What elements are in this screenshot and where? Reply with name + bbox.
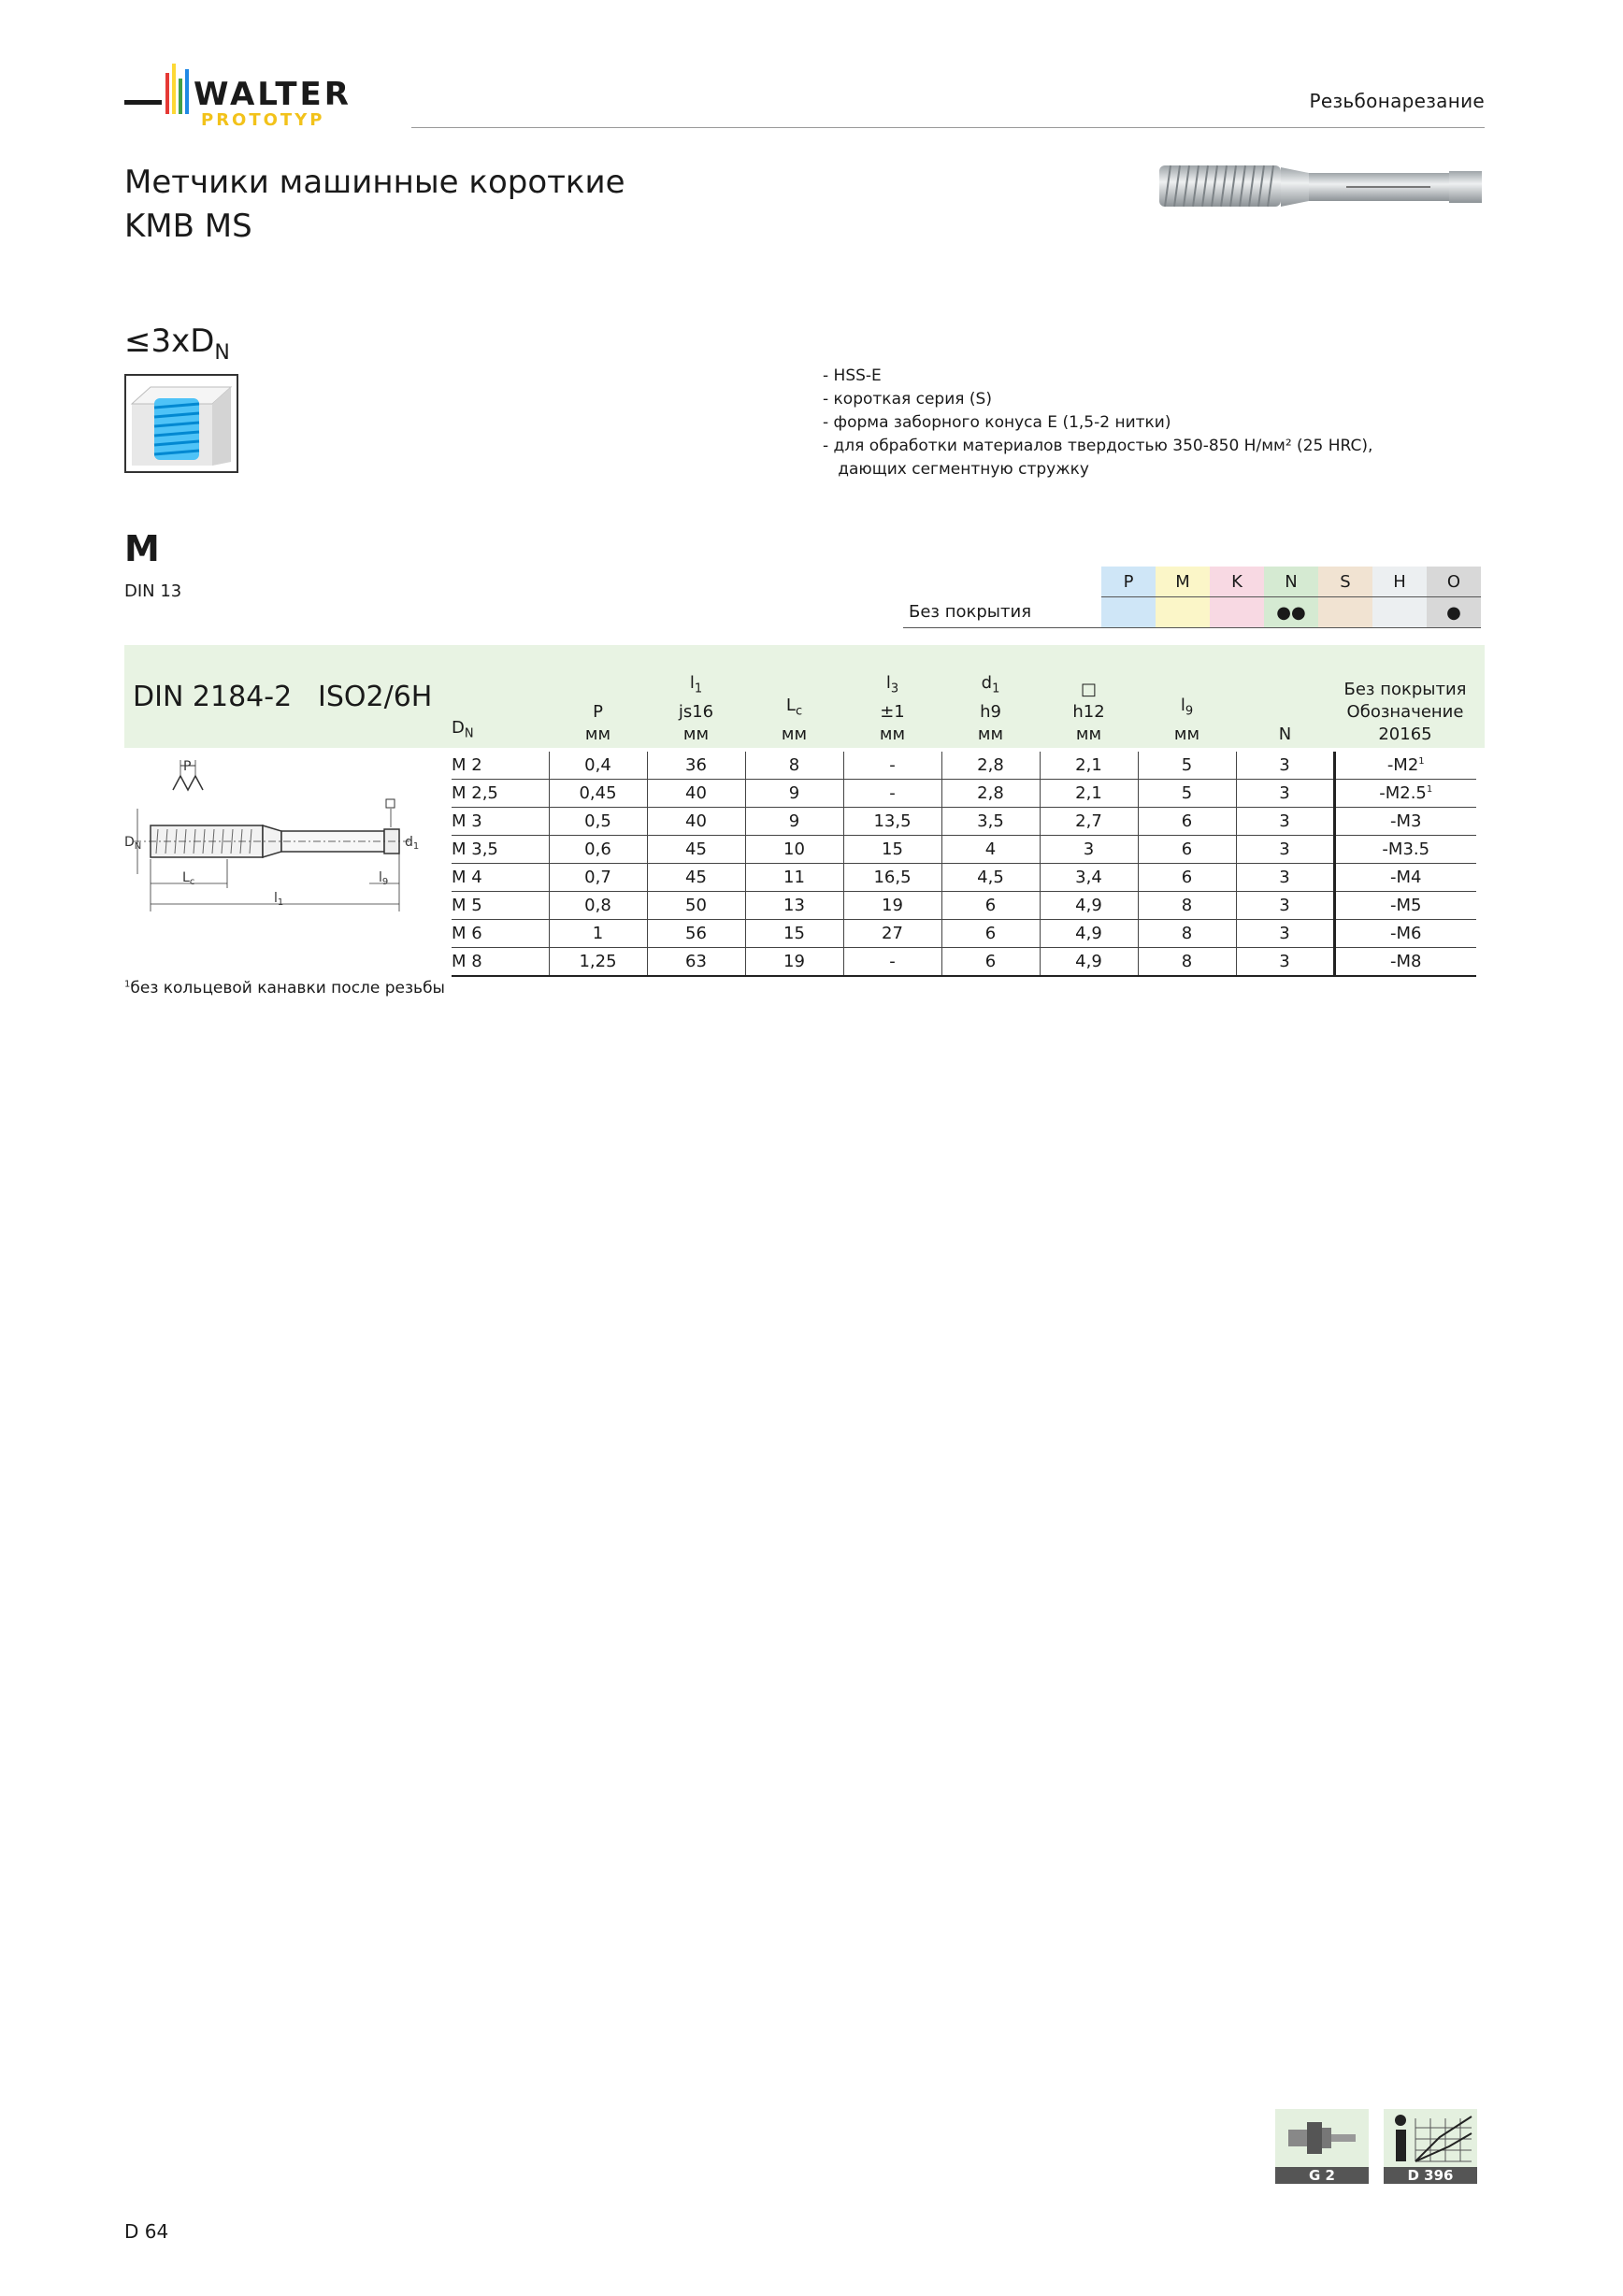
cell-code: -M3.5: [1334, 836, 1476, 864]
table-row: [452, 864, 1476, 892]
cell-sq: 3,4: [1040, 864, 1138, 892]
cell-sq: 4,9: [1040, 948, 1138, 977]
cell-l3: 19: [843, 892, 941, 920]
dimension-table: [452, 654, 1476, 977]
material-group-h: H: [1372, 567, 1427, 597]
material-mark-p: [1101, 597, 1156, 628]
cell-l9: 8: [1138, 892, 1236, 920]
info-chart-icon: [1384, 2109, 1477, 2167]
cell-p: 0,8: [549, 892, 647, 920]
product-title-line1: Метчики машинные короткие: [124, 164, 625, 201]
walter-prototyp-logo: [124, 58, 405, 133]
cell-l3: 16,5: [843, 864, 941, 892]
cell-lc: 8: [745, 752, 843, 780]
cell-code: -M4: [1334, 864, 1476, 892]
cell-sq: 4,9: [1040, 920, 1138, 948]
cell-l1: 36: [647, 752, 745, 780]
cell-l9: 5: [1138, 752, 1236, 780]
drawing-label-lc: $L_c$: [182, 870, 195, 887]
cell-sq: 2,1: [1040, 780, 1138, 808]
cell-dn: M 8: [452, 948, 549, 977]
cell-lc: 9: [745, 780, 843, 808]
cell-code: -M8: [1334, 948, 1476, 977]
table-row: [452, 892, 1476, 920]
cell-p: 0,4: [549, 752, 647, 780]
cell-l3: 13,5: [843, 808, 941, 836]
material-group-n: N: [1264, 567, 1318, 597]
cell-d1: 4,5: [941, 864, 1040, 892]
cell-l1: 40: [647, 780, 745, 808]
cell-dn: M 3,5: [452, 836, 549, 864]
cell-p: 0,45: [549, 780, 647, 808]
drawing-label-p: P: [183, 759, 192, 774]
cell-code: -M5: [1334, 892, 1476, 920]
cell-code: $-M2^1$: [1334, 752, 1476, 780]
cell-l3: 15: [843, 836, 941, 864]
product-title: [124, 161, 625, 249]
drawing-label-d1: $d_1$: [405, 835, 420, 852]
cell-n: 3: [1236, 752, 1334, 780]
feature-list: [823, 365, 1372, 481]
table-row: [452, 836, 1476, 864]
cell-p: 1,25: [549, 948, 647, 977]
material-group-m: M: [1156, 567, 1210, 597]
page-number: D 64: [124, 2220, 169, 2243]
cell-code: -M6: [1334, 920, 1476, 948]
cell-d1: 2,8: [941, 752, 1040, 780]
table-row: [452, 948, 1476, 977]
header-divider: [411, 127, 1485, 128]
col-l1: $l_1$ js16 мм: [678, 673, 714, 744]
material-mark-o: ●: [1427, 597, 1481, 628]
cell-n: 3: [1236, 836, 1334, 864]
material-group-o: O: [1427, 567, 1481, 597]
cell-dn: M 5: [452, 892, 549, 920]
cell-d1: 6: [941, 892, 1040, 920]
cell-lc: 15: [745, 920, 843, 948]
col-p: P мм: [584, 702, 611, 744]
cell-p: 0,7: [549, 864, 647, 892]
cell-lc: 19: [745, 948, 843, 977]
col-square: □ h12 мм: [1072, 680, 1105, 744]
feature-item: - короткая серия (S): [823, 390, 992, 409]
cell-sq: 4,9: [1040, 892, 1138, 920]
cell-d1: 6: [941, 948, 1040, 977]
tool-holder-icon: [1275, 2109, 1369, 2167]
logo-main-text: WALTER: [194, 76, 352, 113]
col-code: Без покрытия Обозначение 20165: [1343, 680, 1467, 744]
col-d1: $d_1$ h9 мм: [977, 673, 1004, 744]
footnote-mark: 1: [1418, 756, 1425, 767]
cell-lc: 10: [745, 836, 843, 864]
coating-label: Без покрытия: [903, 597, 1101, 628]
drawing-label-dn: $D_N$: [124, 835, 142, 852]
section-title: Резьбонарезание: [1309, 90, 1485, 112]
col-dn: $D_N$: [452, 718, 474, 741]
footnote-mark: 1: [1426, 784, 1433, 795]
cell-l9: 6: [1138, 864, 1236, 892]
tap-tool-photo: [1159, 154, 1482, 220]
cell-l1: 40: [647, 808, 745, 836]
cell-l9: 5: [1138, 780, 1236, 808]
cell-n: 3: [1236, 920, 1334, 948]
material-mark-n: ●●: [1264, 597, 1318, 628]
thread-depth-icon: [124, 374, 238, 473]
cell-n: 3: [1236, 780, 1334, 808]
feature-item: - HSS-E: [823, 366, 882, 385]
table-row: [452, 752, 1476, 780]
cell-code: $-M2.5^1$: [1334, 780, 1476, 808]
table-row: [452, 920, 1476, 948]
cell-l9: 8: [1138, 948, 1236, 977]
cell-code: -M3: [1334, 808, 1476, 836]
cell-sq: 3: [1040, 836, 1138, 864]
cell-n: 3: [1236, 864, 1334, 892]
cell-l9: 6: [1138, 836, 1236, 864]
table-row: [452, 780, 1476, 808]
cell-l1: 56: [647, 920, 745, 948]
col-l3: $l_3$ ±1 мм: [879, 673, 906, 744]
reference-d396[interactable]: [1384, 2109, 1477, 2184]
drawing-label-l9: $l_9$: [379, 870, 389, 887]
material-group-s: S: [1318, 567, 1372, 597]
thread-standard: DIN 13: [124, 581, 182, 601]
cell-l1: 45: [647, 864, 745, 892]
drawing-label-l1: $l_1$: [274, 891, 284, 908]
cell-lc: 9: [745, 808, 843, 836]
material-mark-m: [1156, 597, 1210, 628]
cell-n: 3: [1236, 808, 1334, 836]
cell-d1: 2,8: [941, 780, 1040, 808]
cell-dn: M 6: [452, 920, 549, 948]
cell-sq: 2,7: [1040, 808, 1138, 836]
cell-l1: 50: [647, 892, 745, 920]
table-row: [452, 808, 1476, 836]
cell-lc: 11: [745, 864, 843, 892]
feature-item: дающих сегментную стружку: [823, 460, 1089, 479]
feature-item: - форма заборного конуса E (1,5-2 нитки): [823, 413, 1171, 432]
cell-l3: 27: [843, 920, 941, 948]
material-group-k: K: [1210, 567, 1264, 597]
tap-dimension-drawing: [124, 753, 442, 916]
cell-l1: 63: [647, 948, 745, 977]
cell-d1: 4: [941, 836, 1040, 864]
cell-n: 3: [1236, 948, 1334, 977]
feature-item: - для обработки материалов твердостью 350-850 Н/мм² (25 HRC),: [823, 437, 1373, 455]
cell-l1: 45: [647, 836, 745, 864]
depth-label: $\le 3xD_N$: [124, 323, 230, 365]
col-lc: $L_c$ мм: [781, 696, 808, 744]
cell-l3: -: [843, 752, 941, 780]
footnote: $^1$без кольцевой канавки после резьбы: [124, 979, 445, 997]
product-title-line2: KMB MS: [124, 208, 252, 245]
cell-dn: M 2: [452, 752, 549, 780]
cell-d1: 6: [941, 920, 1040, 948]
cell-dn: M 2,5: [452, 780, 549, 808]
material-group-table: [903, 567, 1481, 628]
tolerance-label: ISO2/6H: [318, 681, 433, 713]
material-mark-h: [1372, 597, 1427, 628]
cell-p: 1: [549, 920, 647, 948]
cell-n: 3: [1236, 892, 1334, 920]
material-mark-k: [1210, 597, 1264, 628]
cell-lc: 13: [745, 892, 843, 920]
reference-g2[interactable]: [1275, 2109, 1369, 2184]
cell-dn: M 4: [452, 864, 549, 892]
thread-type: M: [124, 528, 160, 569]
cell-d1: 3,5: [941, 808, 1040, 836]
cell-l9: 6: [1138, 808, 1236, 836]
reference-label: D 396: [1384, 2167, 1477, 2184]
col-l9: $l_9$ мм: [1173, 696, 1200, 744]
cell-p: 0,5: [549, 808, 647, 836]
cell-l3: -: [843, 948, 941, 977]
norm-label: DIN 2184-2: [133, 681, 293, 713]
cell-l3: -: [843, 780, 941, 808]
material-mark-s: [1318, 597, 1372, 628]
cell-l9: 8: [1138, 920, 1236, 948]
cell-p: 0,6: [549, 836, 647, 864]
cell-dn: M 3: [452, 808, 549, 836]
material-group-p: P: [1101, 567, 1156, 597]
cell-sq: 2,1: [1040, 752, 1138, 780]
reference-label: G 2: [1275, 2167, 1369, 2184]
logo-sub-text: PROTOTYP: [201, 110, 325, 130]
col-n: N: [1278, 725, 1292, 744]
